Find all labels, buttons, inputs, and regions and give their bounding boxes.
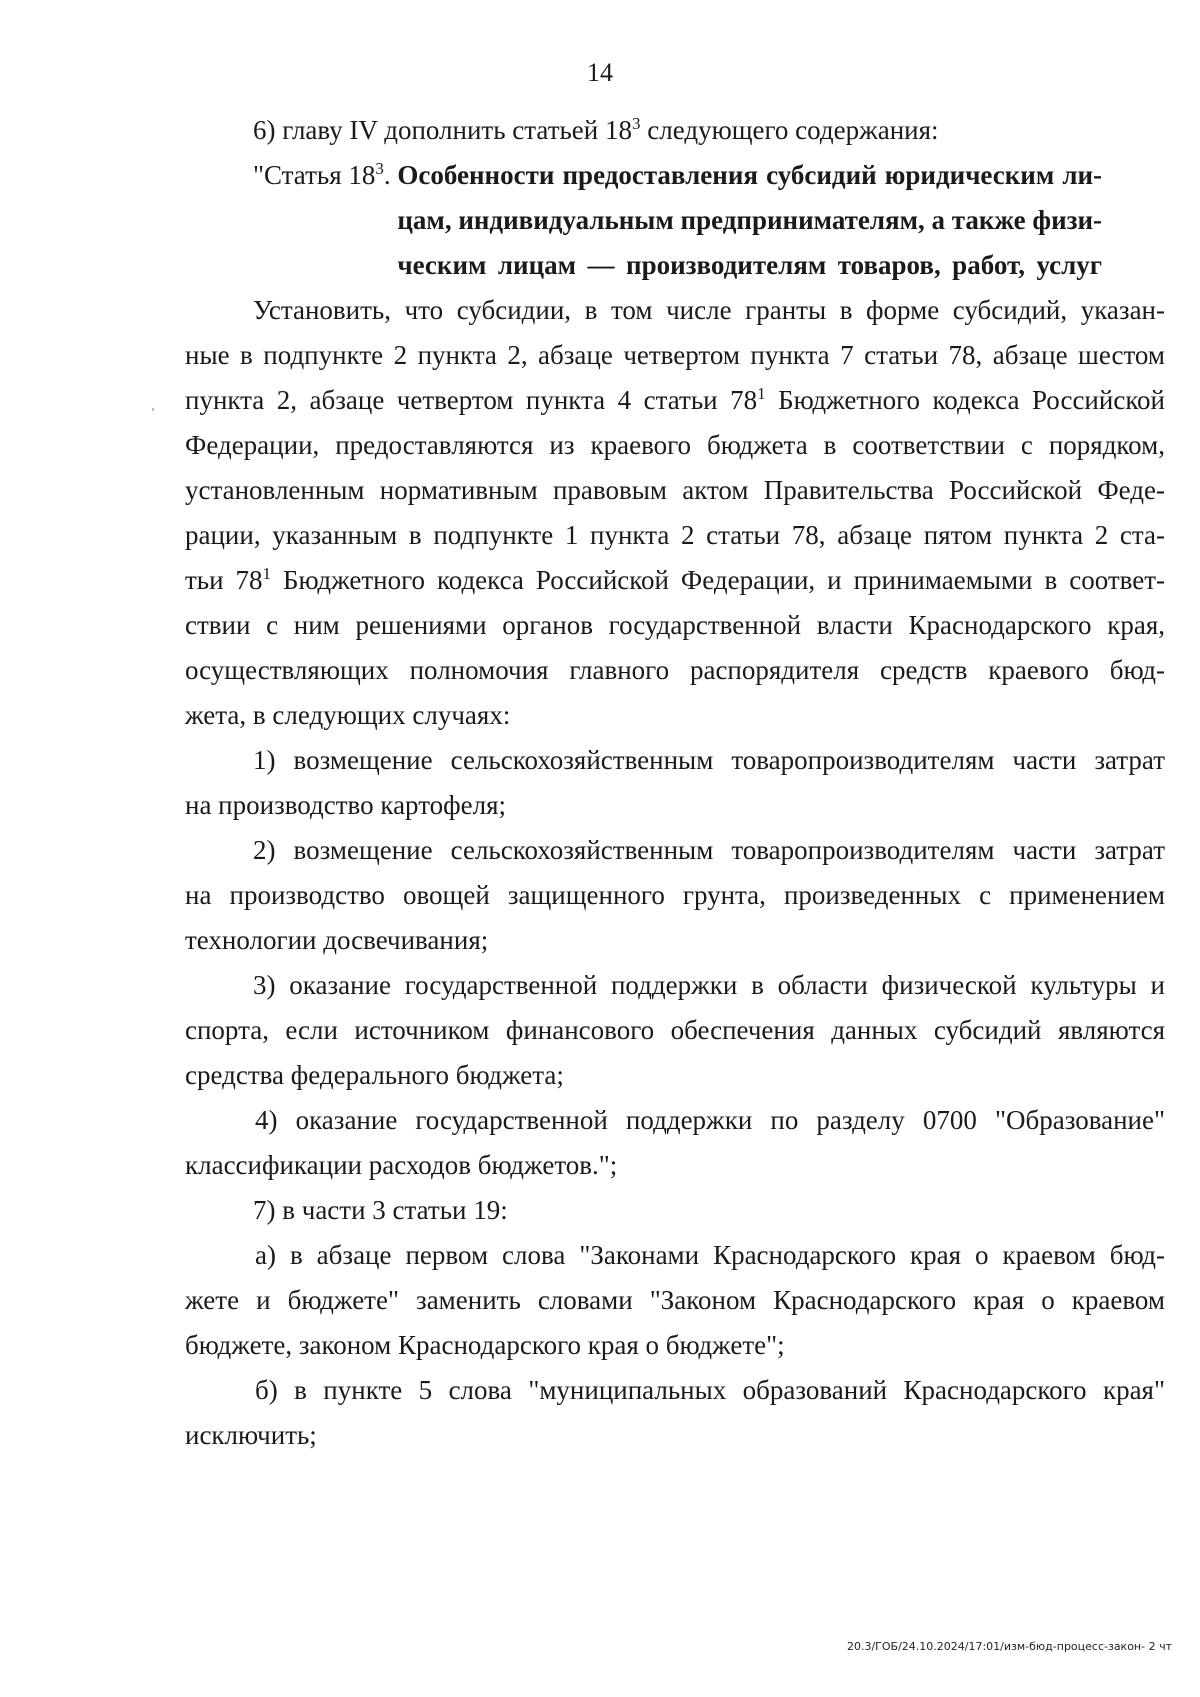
paragraph-line: установленным нормативным правовым актом Правительства Российской Феде- bbox=[185, 475, 1165, 505]
subpoint-line: а) в абзаце первом слова "Законами Краснодарского края о краевом бюд- bbox=[255, 1240, 1165, 1270]
paragraph-line: жета, в следующих случаях: bbox=[185, 700, 511, 730]
page-number: 14 bbox=[587, 58, 613, 87]
intro-line bbox=[185, 108, 1165, 153]
footer-document-code: 20.3/ГОБ/24.10.2024/17:01/изм-бюд-процесс-закон- 2 чт bbox=[846, 1640, 1172, 1653]
list-item bbox=[185, 828, 1165, 963]
item-line: средства федерального бюджета; bbox=[185, 1060, 564, 1090]
subpoint-line: жете и бюджете" заменить словами "Законом Краснодарского края о краевом bbox=[185, 1285, 1165, 1315]
paragraph-line: ные в подпункте 2 пункта 2, абзаце четвертом пункта 7 статьи 78, абзаце шестом bbox=[185, 340, 1165, 370]
point-7-line: 7) в части 3 статьи 19: bbox=[253, 1195, 508, 1225]
article-title-line: Особенности предоставления субсидий юридическим ли- bbox=[397, 160, 1103, 190]
item-line: 2) возмещение сельскохозяйственным товаропроизводителям части затрат bbox=[253, 835, 1165, 865]
paragraph-line: Установить, что субсидии, в том числе гранты в форме субсидий, указан- bbox=[253, 295, 1165, 325]
article-title-line: цам, индивидуальным предпринимателям, а также физи- bbox=[397, 205, 1103, 235]
subpoint-line: бюджете, законом Краснодарского края о бюджете"; bbox=[185, 1330, 785, 1360]
subpoint-a bbox=[185, 1233, 1165, 1368]
subpoint-line: б) в пункте 5 слова "муниципальных образований Краснодарского края" bbox=[255, 1375, 1165, 1405]
paragraph-line: осуществляющих полномочия главного распорядителя средств краевого бюд- bbox=[185, 655, 1165, 685]
subpoint-line: исключить; bbox=[185, 1420, 317, 1450]
intro-text: 6) главу IV дополнить статьей 18 bbox=[253, 115, 632, 145]
paragraph-line: пункта 2, абзаце четвертом пункта 4 статьи $78^1$ Бюджетного кодекса Российской bbox=[185, 384, 1166, 415]
item-line: технологии досвечивания; bbox=[185, 925, 489, 955]
article-title bbox=[397, 153, 1102, 288]
intro-tail: следующего содержания: bbox=[640, 115, 939, 145]
list-item bbox=[185, 963, 1165, 1098]
subpoint-b bbox=[185, 1368, 1165, 1458]
article-label: "Статья $18^3$. bbox=[253, 159, 391, 190]
paragraph-line: тьи $78^1$ Бюджетного кодекса Российской Федерации, и принимаемыми в соответ- bbox=[185, 564, 1166, 595]
paragraph-line: ствии с ним решениями органов государственной власти Краснодарского края, bbox=[185, 610, 1165, 640]
item-line: классификации расходов бюджетов."; bbox=[185, 1150, 618, 1180]
main-paragraph bbox=[185, 288, 1165, 738]
paragraph-line: Федерации, предоставляются из краевого бюджета в соответствии с порядком, bbox=[185, 430, 1165, 460]
item-line: на производство картофеля; bbox=[185, 790, 507, 820]
list-item bbox=[185, 1098, 1165, 1188]
item-line: 4) оказание государственной поддержки по разделу 0700 "Образование" bbox=[255, 1105, 1165, 1135]
item-line: 1) возмещение сельскохозяйственным товаропроизводителям части затрат bbox=[253, 745, 1165, 775]
list-item bbox=[185, 738, 1165, 828]
intro-superscript: 3 bbox=[632, 114, 641, 133]
article-title-line: ческим лицам — производителям товаров, работ, услуг bbox=[397, 250, 1103, 280]
item-line: 3) оказание государственной поддержки в области физической культуры и bbox=[253, 970, 1165, 1000]
paragraph-line: рации, указанным в подпункте 1 пункта 2 статьи 78, абзаце пятом пункта 2 ста- bbox=[185, 520, 1165, 550]
scan-artifact bbox=[152, 408, 154, 411]
article-heading bbox=[185, 153, 1165, 288]
item-line: спорта, если источником финансового обеспечения данных субсидий являются bbox=[185, 1015, 1165, 1045]
document-body bbox=[185, 108, 1165, 1458]
item-line: на производство овощей защищенного грунта, произведенных с применением bbox=[185, 880, 1165, 910]
